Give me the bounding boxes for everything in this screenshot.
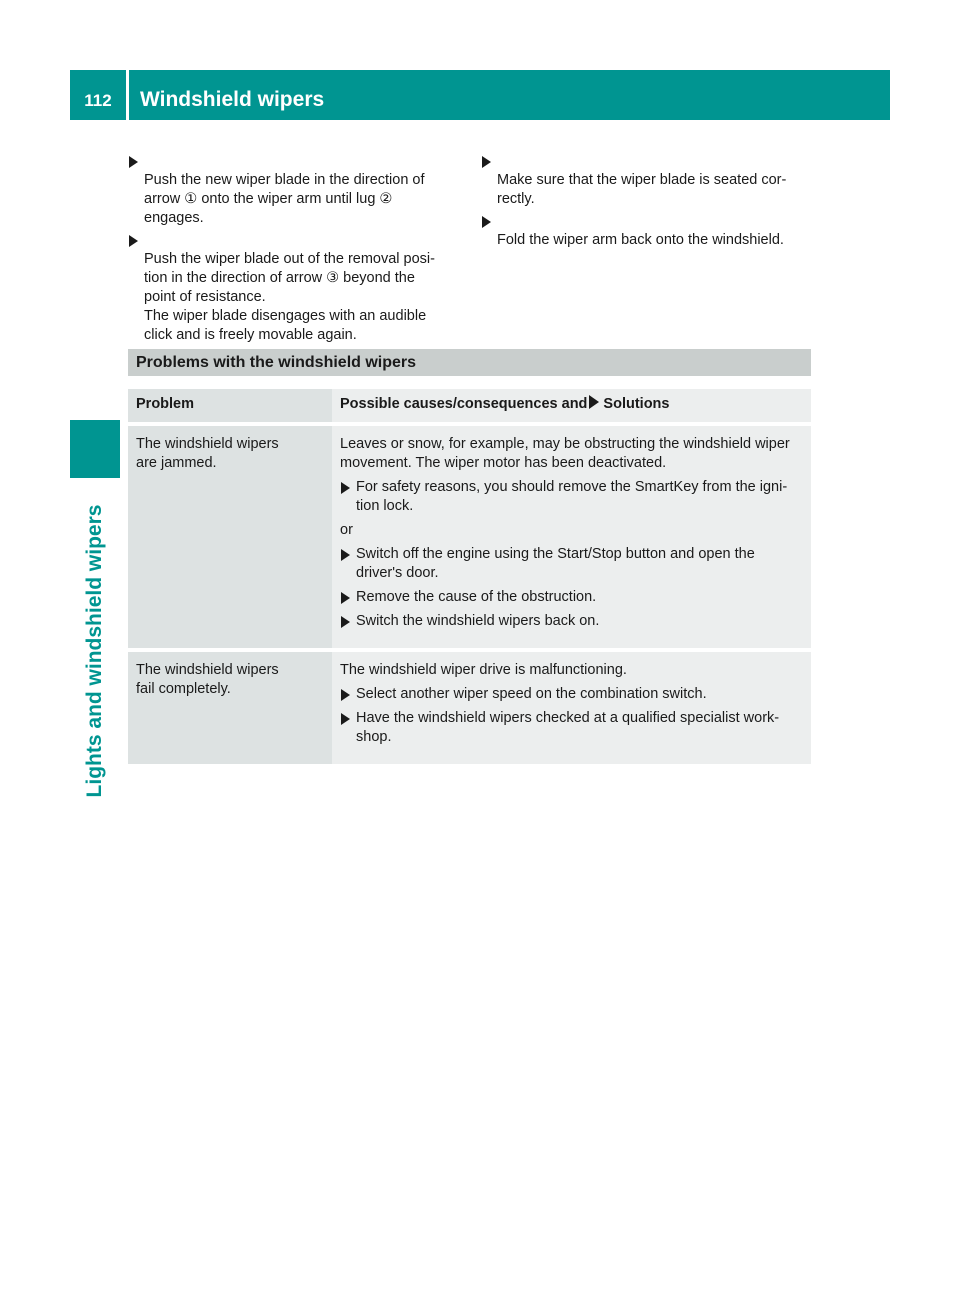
arrow-right-icon bbox=[129, 235, 138, 247]
arrow-right-icon bbox=[341, 482, 350, 494]
instruction-step bbox=[128, 231, 468, 345]
chapter-label-text: Lights and windshield wipers bbox=[83, 504, 106, 798]
table-row bbox=[128, 426, 811, 648]
problem-cell: The windshield wipers are jammed. bbox=[128, 426, 332, 648]
problem-cell: The windshield wipers fail completely. bbox=[128, 652, 332, 764]
column-header-prefix: Possible causes/consequences and bbox=[340, 396, 588, 412]
page-number: 112 bbox=[84, 91, 112, 110]
cause-text: Leaves or snow, for example, may be obstructing the windshield wiper movement. The wiper motor has been deactivated. bbox=[340, 436, 790, 471]
section-title: Problems with the windshield wipers bbox=[136, 354, 417, 371]
arrow-right-icon bbox=[341, 616, 350, 628]
arrow-right-icon bbox=[341, 592, 350, 604]
instruction-text: Make sure that the wiper blade is seated cor- rectly. bbox=[497, 172, 787, 207]
column-header-problem: Problem bbox=[128, 389, 332, 422]
section-header bbox=[128, 349, 811, 376]
instruction-step bbox=[128, 152, 468, 228]
solution-text: Switch the windshield wipers back on. bbox=[356, 613, 600, 629]
solution-text: Remove the cause of the obstruction. bbox=[356, 589, 597, 605]
solution-text: Switch off the engine using the Start/Stop button and open the driver's door. bbox=[356, 546, 755, 581]
solution-step bbox=[340, 588, 803, 607]
solution-step bbox=[340, 685, 803, 704]
solution-cell bbox=[332, 652, 811, 764]
solution-step bbox=[340, 612, 803, 631]
instruction-step bbox=[481, 152, 821, 209]
chapter-label bbox=[70, 486, 120, 816]
arrow-right-icon bbox=[341, 689, 350, 701]
solution-step bbox=[340, 545, 803, 583]
solution-text: Select another wiper speed on the combination switch. bbox=[356, 686, 707, 702]
instruction-text: Push the new wiper blade in the direction of arrow ① onto the wiper arm until lug ② engages. bbox=[144, 172, 425, 226]
arrow-right-icon bbox=[482, 216, 491, 228]
table-header-row bbox=[128, 389, 811, 422]
arrow-right-icon bbox=[482, 156, 491, 168]
solution-step bbox=[340, 478, 803, 516]
column-header-suffix: Solutions bbox=[603, 396, 670, 412]
instruction-step bbox=[481, 212, 821, 250]
or-text: or bbox=[340, 522, 353, 538]
solution-text: Have the windshield wipers checked at a qualified specialist work- shop. bbox=[356, 710, 780, 745]
instruction-text: Fold the wiper arm back onto the windshield. bbox=[497, 232, 784, 248]
arrow-right-icon bbox=[589, 395, 599, 409]
chapter-tab bbox=[70, 420, 120, 478]
instructions-right bbox=[481, 152, 821, 253]
solution-text: For safety reasons, you should remove the SmartKey from the igni- tion lock. bbox=[356, 479, 788, 514]
header-divider bbox=[126, 70, 129, 120]
solution-cell bbox=[332, 426, 811, 648]
page-title: Windshield wipers bbox=[140, 88, 325, 111]
problems-table bbox=[128, 385, 811, 768]
instruction-text: Push the wiper blade out of the removal posi- tion in the direction of arrow ③ beyond the point of resistance. The wiper blade disengages with an audible click and is freely movable again. bbox=[144, 251, 435, 343]
table-row bbox=[128, 652, 811, 764]
instructions-left bbox=[128, 152, 468, 348]
cause-text: The windshield wiper drive is malfunctioning. bbox=[340, 662, 627, 678]
column-header-solutions bbox=[332, 389, 811, 422]
arrow-right-icon bbox=[341, 713, 350, 725]
arrow-right-icon bbox=[129, 156, 138, 168]
solution-step bbox=[340, 709, 803, 747]
arrow-right-icon bbox=[341, 549, 350, 561]
